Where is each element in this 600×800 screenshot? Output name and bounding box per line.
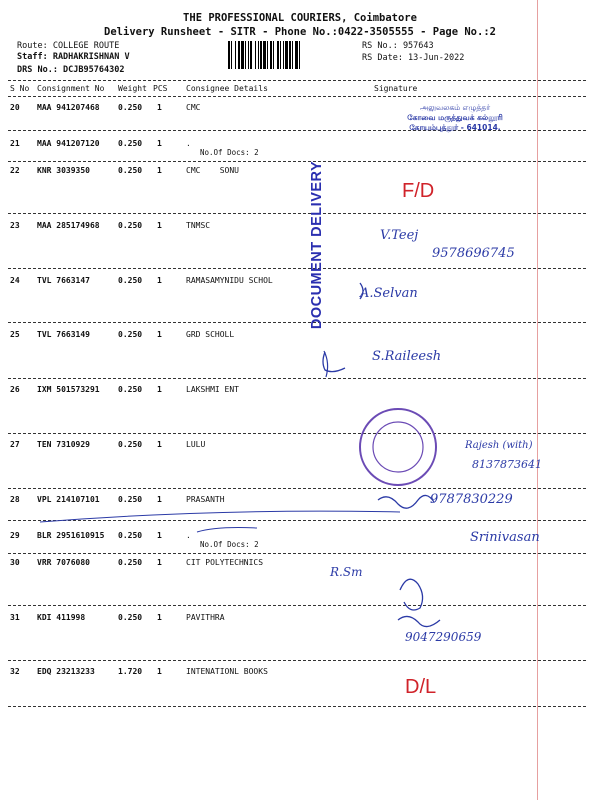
row-consignee: PAVITHRA	[186, 613, 225, 622]
row-pcs: 1	[157, 531, 162, 540]
handwritten-phone: 8137873641	[472, 458, 542, 471]
row-pcs: 1	[157, 385, 162, 394]
row-consignee: GRD SCHOLL	[186, 330, 235, 339]
row-weight: 0.250	[118, 495, 143, 504]
row-pcs: 1	[157, 221, 162, 230]
row-consignment: VRR 7076080	[37, 558, 90, 567]
row-weight: 0.250	[118, 166, 143, 175]
row-consignee: PRASANTH	[186, 495, 225, 504]
row-consignee: CIT POLYTECHNICS	[186, 558, 264, 567]
handwritten-initials: R.Sm	[330, 565, 363, 579]
row-pcs: 1	[157, 330, 162, 339]
row-weight: 0.250	[118, 531, 143, 540]
row-weight: 0.250	[118, 103, 143, 112]
row-docs-note: No.Of Docs: 2	[200, 540, 259, 549]
col-consignee: Consignee Details	[186, 84, 268, 93]
row-consignment: VPL 214107101	[37, 495, 100, 504]
row-weight: 1.720	[118, 667, 143, 676]
rs-date: RS Date: 13-Jun-2022	[362, 53, 465, 63]
row-consignee: LULU	[186, 440, 206, 449]
row-consignment: EDQ 23213233	[37, 667, 95, 676]
document-delivery-stamp: DOCUMENT DELIVERY	[309, 160, 325, 330]
handwritten-name: Rajesh (with)	[465, 440, 533, 451]
stamp-line: அலுவலகம் எழுத்தர்	[419, 103, 491, 112]
row-sno: 20	[10, 103, 20, 112]
col-weight: Weight	[118, 84, 147, 93]
row-pcs: 1	[157, 139, 162, 148]
row-docs-note: No.Of Docs: 2	[200, 148, 259, 157]
row-pcs: 1	[157, 440, 162, 449]
row-weight: 0.250	[118, 139, 143, 148]
handwritten-phone: 9047290659	[405, 630, 482, 644]
handwritten-dl: D/L	[405, 676, 437, 698]
row-consignee: CMC	[186, 103, 201, 112]
row-consignee: INTENATIONL BOOKS	[186, 667, 268, 676]
row-sno: 29	[10, 531, 20, 540]
handwritten-signature: S.Raileesh	[372, 349, 442, 364]
rs-no: RS No.: 957643	[362, 41, 434, 51]
handwritten-fd: F/D	[402, 180, 435, 202]
row-sno: 31	[10, 613, 20, 622]
row-weight: 0.250	[118, 440, 143, 449]
row-weight: 0.250	[118, 221, 143, 230]
row-sno: 26	[10, 385, 20, 394]
runsheet-subtitle: Delivery Runsheet - SITR - Phone No.:0422-3505555 - Page No.:2	[104, 26, 496, 38]
row-pcs: 1	[157, 495, 162, 504]
row-consignee: RAMASAMYNIDU SCHOL	[186, 276, 273, 285]
row-pcs: 1	[157, 276, 162, 285]
stamp-line: கோவை மருத்துவக் கல்லூரி	[407, 113, 503, 122]
row-weight: 0.250	[118, 613, 143, 622]
row-pcs: 1	[157, 613, 162, 622]
row-consignee: LAKSHMI ENT	[186, 385, 239, 394]
col-pcs: PCS	[153, 84, 168, 93]
row-weight: 0.250	[118, 558, 143, 567]
row-sno: 28	[10, 495, 20, 504]
row-sno: 22	[10, 166, 20, 175]
handwritten-signature: Srinivasan	[470, 530, 540, 545]
row-consignee: .	[186, 139, 191, 148]
company-title: THE PROFESSIONAL COURIERS, Coimbatore	[183, 12, 417, 24]
row-consignment: TVL 7663149	[37, 330, 90, 339]
row-consignment: KNR 3039350	[37, 166, 90, 175]
route-label: Route: COLLEGE ROUTE	[17, 41, 120, 51]
row-pcs: 1	[157, 166, 162, 175]
handwritten-name: V.Teej	[380, 228, 419, 243]
handwritten-phone: 9787830229	[430, 492, 513, 507]
row-sno: 27	[10, 440, 20, 449]
row-consignment: MAA 285174968	[37, 221, 100, 230]
row-sno: 24	[10, 276, 20, 285]
row-consignment: IXM 501573291	[37, 385, 100, 394]
row-sno: 23	[10, 221, 20, 230]
drs-label: DRS No.: DCJB95764302	[17, 65, 125, 75]
stamp-line: கோயம்புத்தூர் - 641014.	[409, 123, 501, 132]
row-sno: 21	[10, 139, 20, 148]
row-sno: 32	[10, 667, 20, 676]
handwritten-signature: A.Selvan	[360, 286, 418, 301]
col-sno: S No	[10, 84, 30, 93]
row-pcs: 1	[157, 667, 162, 676]
row-consignee: CMC SONU	[186, 166, 239, 175]
row-weight: 0.250	[118, 330, 143, 339]
col-signature: Signature	[374, 84, 418, 93]
row-consignment: MAA 941207120	[37, 139, 100, 148]
row-consignee: .	[186, 531, 191, 540]
row-consignment: TVL 7663147	[37, 276, 90, 285]
row-weight: 0.250	[118, 276, 143, 285]
handwritten-phone: 9578696745	[432, 246, 515, 261]
staff-label: Staff: RADHAKRISHNAN V	[17, 52, 130, 62]
row-sno: 30	[10, 558, 20, 567]
col-consignment: Consignment No	[37, 84, 105, 93]
row-consignment: TEN 7310929	[37, 440, 90, 449]
row-pcs: 1	[157, 558, 162, 567]
row-consignment: BLR 2951610915	[37, 531, 105, 540]
row-consignment: KDI 411998	[37, 613, 86, 622]
row-pcs: 1	[157, 103, 162, 112]
row-sno: 25	[10, 330, 20, 339]
row-weight: 0.250	[118, 385, 143, 394]
row-consignee: TNMSC	[186, 221, 211, 230]
row-consignment: MAA 941207468	[37, 103, 100, 112]
